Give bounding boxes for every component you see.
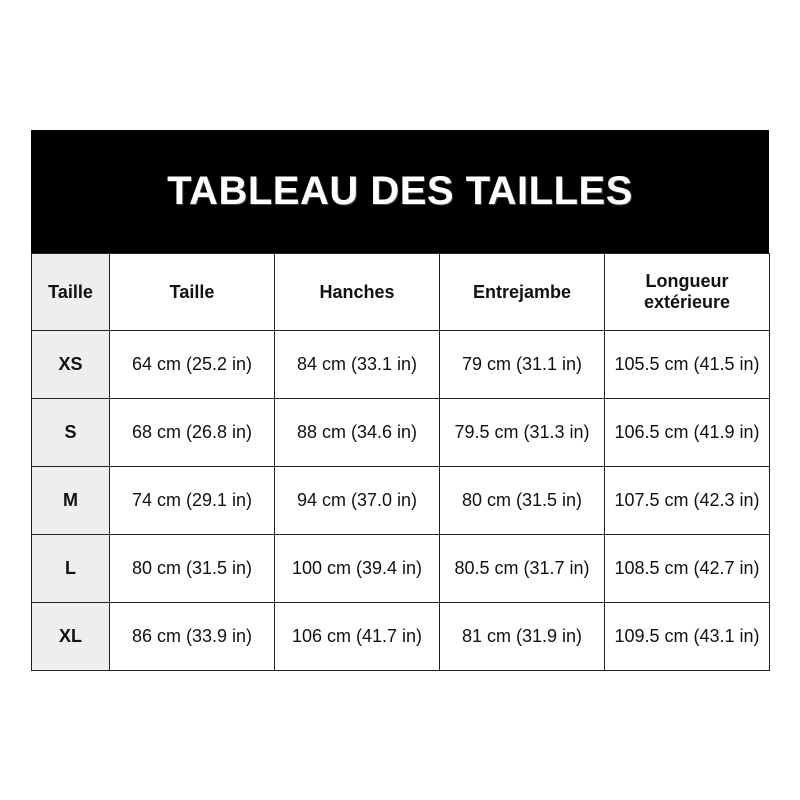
size-cell: L (32, 535, 110, 603)
hanches-cell: 94 cm (37.0 in) (275, 467, 440, 535)
header-size: Taille (32, 254, 110, 331)
header-longueur-line1: Longueur (645, 271, 729, 291)
longueur-cell: 108.5 cm (42.7 in) (605, 535, 770, 603)
entrejambe-cell: 79.5 cm (31.3 in) (440, 399, 605, 467)
taille-cell: 86 cm (33.9 in) (110, 603, 275, 671)
size-cell: S (32, 399, 110, 467)
size-chart (31, 130, 769, 671)
table-row (32, 535, 770, 603)
size-cell: XL (32, 603, 110, 671)
longueur-cell: 107.5 cm (42.3 in) (605, 467, 770, 535)
taille-cell: 68 cm (26.8 in) (110, 399, 275, 467)
header-hanches: Hanches (275, 254, 440, 331)
table-row (32, 399, 770, 467)
hanches-cell: 84 cm (33.1 in) (275, 331, 440, 399)
header-taille: Taille (110, 254, 275, 331)
hanches-cell: 88 cm (34.6 in) (275, 399, 440, 467)
entrejambe-cell: 79 cm (31.1 in) (440, 331, 605, 399)
longueur-cell: 106.5 cm (41.9 in) (605, 399, 770, 467)
title-band (31, 130, 769, 253)
header-longueur-line2: extérieure (643, 292, 731, 312)
taille-cell: 80 cm (31.5 in) (110, 535, 275, 603)
taille-cell: 74 cm (29.1 in) (110, 467, 275, 535)
taille-cell: 64 cm (25.2 in) (110, 331, 275, 399)
header-entrejambe: Entrejambe (440, 254, 605, 331)
table-row (32, 331, 770, 399)
table-row (32, 603, 770, 671)
chart-title: TABLEAU DES TAILLES (167, 169, 633, 213)
table-row (32, 467, 770, 535)
entrejambe-cell: 80 cm (31.5 in) (440, 467, 605, 535)
hanches-cell: 106 cm (41.7 in) (275, 603, 440, 671)
hanches-cell: 100 cm (39.4 in) (275, 535, 440, 603)
header-longueur-exterieure (605, 254, 770, 331)
longueur-cell: 109.5 cm (43.1 in) (605, 603, 770, 671)
longueur-cell: 105.5 cm (41.5 in) (605, 331, 770, 399)
size-cell: XS (32, 331, 110, 399)
size-cell: M (32, 467, 110, 535)
entrejambe-cell: 81 cm (31.9 in) (440, 603, 605, 671)
header-row (32, 254, 770, 331)
size-table (31, 253, 770, 671)
entrejambe-cell: 80.5 cm (31.7 in) (440, 535, 605, 603)
